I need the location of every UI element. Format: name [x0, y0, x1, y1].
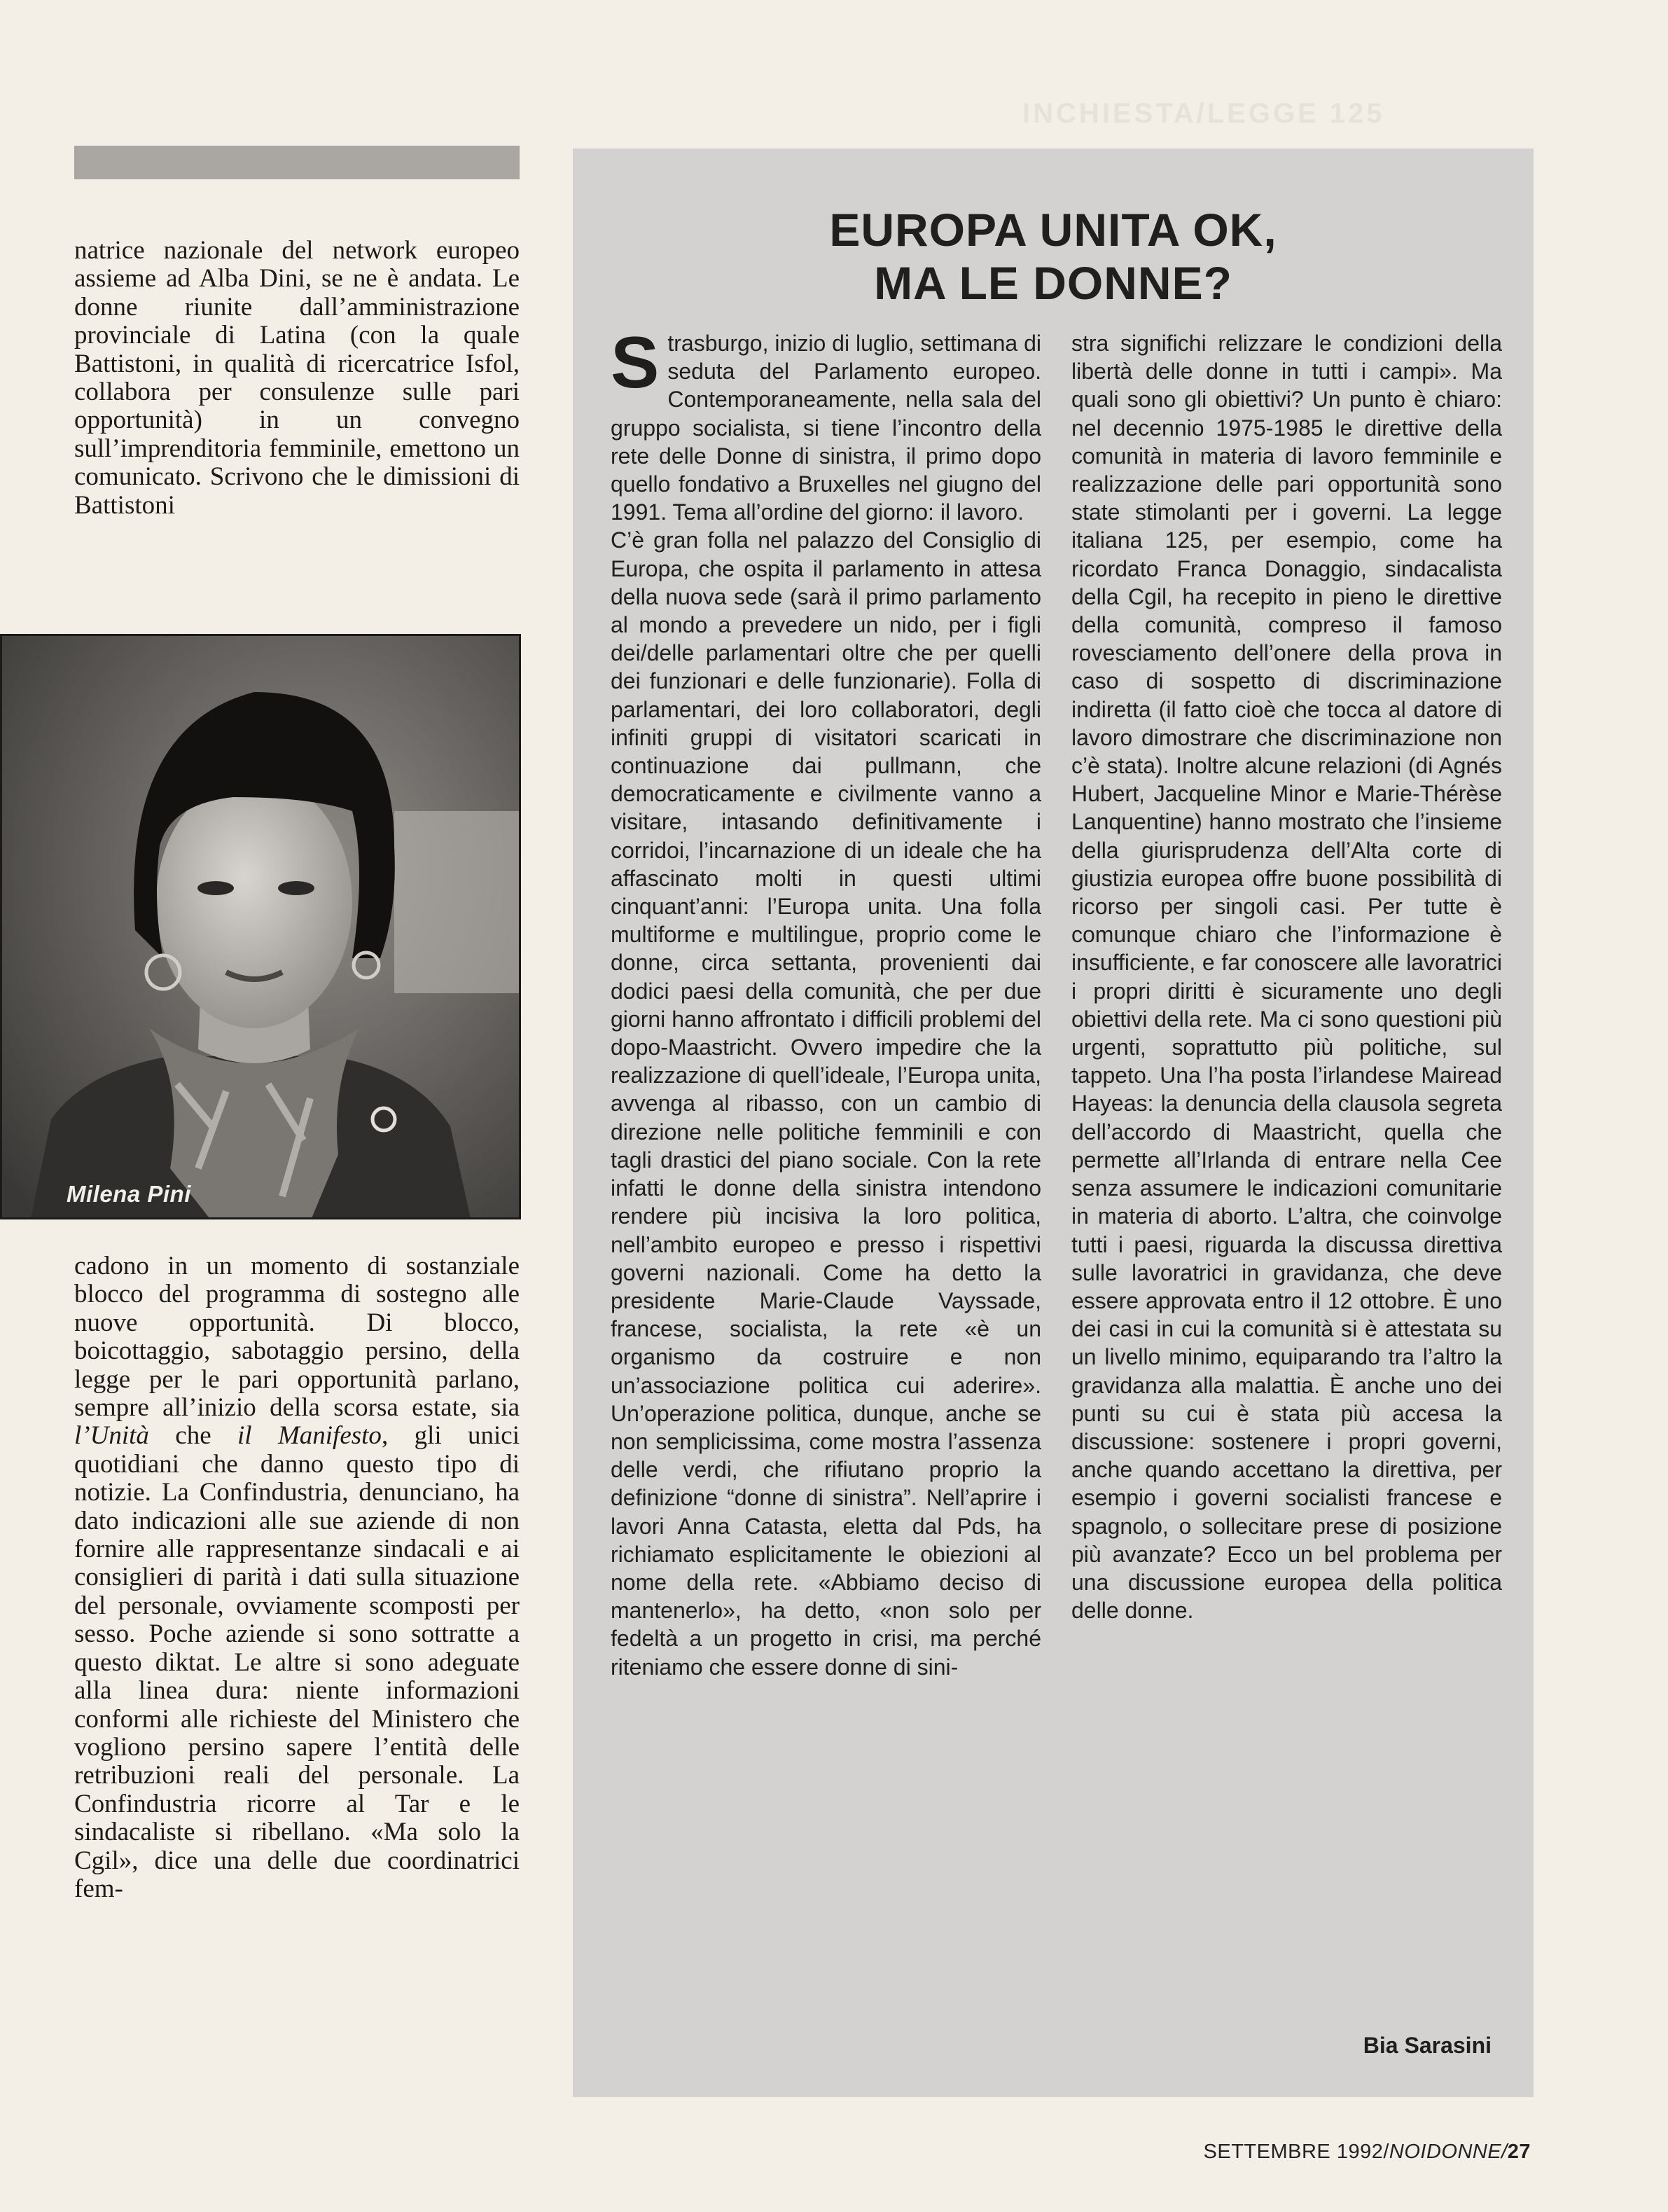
photo-caption: Milena Pini [67, 1181, 191, 1207]
portrait-photo [0, 634, 521, 1219]
footer-magazine: NOIDONNE/ [1389, 2141, 1508, 2163]
box-paragraph-1 [611, 329, 1041, 526]
left-paragraph-2 [74, 1252, 520, 1903]
author-signature: Bia Sarasini [1363, 2033, 1492, 2058]
running-header: INCHIESTA/LEGGE 125 [1022, 98, 1385, 129]
box-title [573, 203, 1534, 310]
left-column-top [74, 237, 520, 608]
footer-date: SETTEMBRE 1992/ [1203, 2141, 1389, 2163]
drop-cap: S [611, 329, 660, 403]
box-title-line-1: EUROPA UNITA OK, [829, 204, 1277, 256]
left-text-b: che [148, 1421, 237, 1451]
newspaper-manifesto: il Manifesto [237, 1421, 382, 1451]
box-text-1: trasburgo, inizio di luglio, settimana di seduta del Parlamento europeo. Contemporaneamente, nella sala del gruppo socialista, si tiene l’incontro della rete delle Donne di sinistra, il primo dopo quello fondativo a Bruxelles nel giugno del 1991. Tema all’ordine del giorno: il lavoro. [611, 331, 1041, 525]
page-footer [1204, 2141, 1531, 2164]
sidebar-box [573, 148, 1534, 2097]
portrait-image [2, 636, 521, 1219]
box-title-line-2: MA LE DONNE? [874, 257, 1232, 309]
box-column-2 [1071, 329, 1502, 2066]
left-text-c: , gli unici quotidiani che danno questo tipo di notizie. La Confindustria, denunciano, ha dato indicazioni alle sue aziende di non fornire alle rappresentanze sindacali e ai consiglieri di parità i dati sulla situazione del personale, ovviamente scomposti per sesso. Poche aziende si sono sottratte a questo diktat. Le altre si sono adeguate alla linea dura: niente informazioni conformi alle richieste del Ministero che vogliono persino sapere l’entità delle retribuzioni reali del personale. La Confindustria ricorre al Tar e le sindacaliste si ribellano. «Ma solo la Cgil», dice una delle due coordinatrici fem- [74, 1421, 520, 1903]
box-column-1 [611, 329, 1041, 2066]
page-number: 27 [1507, 2141, 1531, 2163]
left-text-a: cadono in un momento di sostanziale blocco del programma di sostegno alle nuove opportunità. Di blocco, boicottaggio, sabotaggio persino, della legge per le pari opportunità parlano, sempre all’inizio della scorsa estate, sia [74, 1252, 520, 1423]
box-paragraph-2: C’è gran folla nel palazzo del Consiglio di Europa, che ospita il parlamento in attesa della nuova sede (sarà il primo parlamento al mondo a prevedere un nido, per i figli dei/delle parlamentari oltre che per quelli dei funzionari e delle funzionarie). Folla di parlamentari, dei loro collaboratori, degli infiniti gruppi di visitatori scaricati in continuazione dai pullmann, che democraticamente e civilmente vanno a visitare, intasando definitivamente i corridoi, l’incarnazione di un ideale che ha affascinato molti in questi ultimi cinquant’anni: l’Europa unita. Una folla multiforme e multilingue, proprio come le donne, circa settanta, provenienti dai dodici paesi della comunità, che per due giorni hanno affrontato i difficili problemi del dopo-Maastricht. Ovvero impedire che la realizzazione di quell’ideale, l’Europa unita, avvenga al ribasso, con un cambio di direzione nelle politiche femminili e con tagli drastici del piano sociale. Con la rete infatti le donne della sinistra intendono rendere più incisiva la loro politica, nell’ambito europeo e presso i rispettivi governi nazionali. Come ha detto la presidente Marie-Claude Vayssade, francese, socialista, la rete «è un organismo da costruire e non un’associazione politica cui aderire». Un’operazione politica, dunque, anche se non semplicissima, come mostra l’assenza delle verdi, che rifiutano proprio la definizione “donne di sinistra”. Nell’aprire i lavori Anna Catasta, eletta dal Pds, ha richiamato esplicitamente le obiezioni al nome della rete. «Abbiamo deciso di mantenerlo», ha detto, «non solo per fedeltà a un progetto in crisi, ma perché riteniamo che essere donne di sini- [611, 527, 1041, 1680]
newspaper-unita: l’Unità [74, 1421, 149, 1451]
left-paragraph-1: natrice nazionale del network europeo assieme ad Alba Dini, se ne è andata. Le donne riunite dall’amministrazione provinciale di Latina (con la quale Battistoni, in qualità di ricercatrice Isfol, collabora per consulenze sulle pari opportunità) in un convegno sull’imprenditoria femminile, emettono un comunicato. Scrivono che le dimissioni di Battistoni [74, 237, 520, 520]
header-rule [74, 146, 520, 179]
left-column-bottom [74, 1252, 520, 2191]
box-paragraph-3: stra significhi relizzare le condizioni della libertà delle donne in tutti i campi». Ma quali sono gli obiettivi? Un punto è chiaro: nel decennio 1975-1985 le direttive della comunità in materia di lavoro femminile e realizzazione delle pari opportunità sono state stimolanti per i governi. La legge italiana 125, per esempio, come ha ricordato Franca Donaggio, sindacalista della Cgil, ha recepito in pieno le direttive della comunità, compreso il famoso rovesciamento dell’onere della prova in caso di sospetto di discriminazione indiretta (il fatto cioè che tocca al datore di lavoro dimostrare che discriminazione non c’è stata). Inoltre alcune relazioni (di Agnés Hubert, Jacqueline Minor e Marie-Thérèse Lanquentine) hanno mostrato che l’insieme della giurisprudenza dell’Alta corte di giustizia europea offre buone possibilità di ricorso per singoli casi. Per tutte è comunque chiaro che l’informazione è insufficiente, e far conoscere alle lavoratrici i propri diritti è sicuramente uno degli obiettivi della rete. Ma ci sono questioni più urgenti, soprattutto più politiche, sul tappeto. Una l’ha posta l’irlandese Mairead Hayeas: la denuncia della clausola segreta dell’accordo di Maastricht, quella che permette all’Irlanda di entrare nella Cee senza assumere le indicazioni comunitarie in materia di aborto. L’altra, che coinvolge tutti i paesi, riguarda la discussa direttiva sulle lavoratrici in gravidanza, che deve essere approvata entro il 12 ottobre. È uno dei casi in cui la comunità si è attestata su un livello minimo, equiparando tra l’altro la gravidanza alla malattia. È anche uno dei punti su cui è stata più accesa la discussione: sostenere i propri governi, anche quando accettano la direttiva, per esempio i governi socialisti francese e spagnolo, o sollecitare prese di posizione più avanzate? Ecco un bel problema per una discussione europea della politica delle donne. [1071, 331, 1502, 1624]
